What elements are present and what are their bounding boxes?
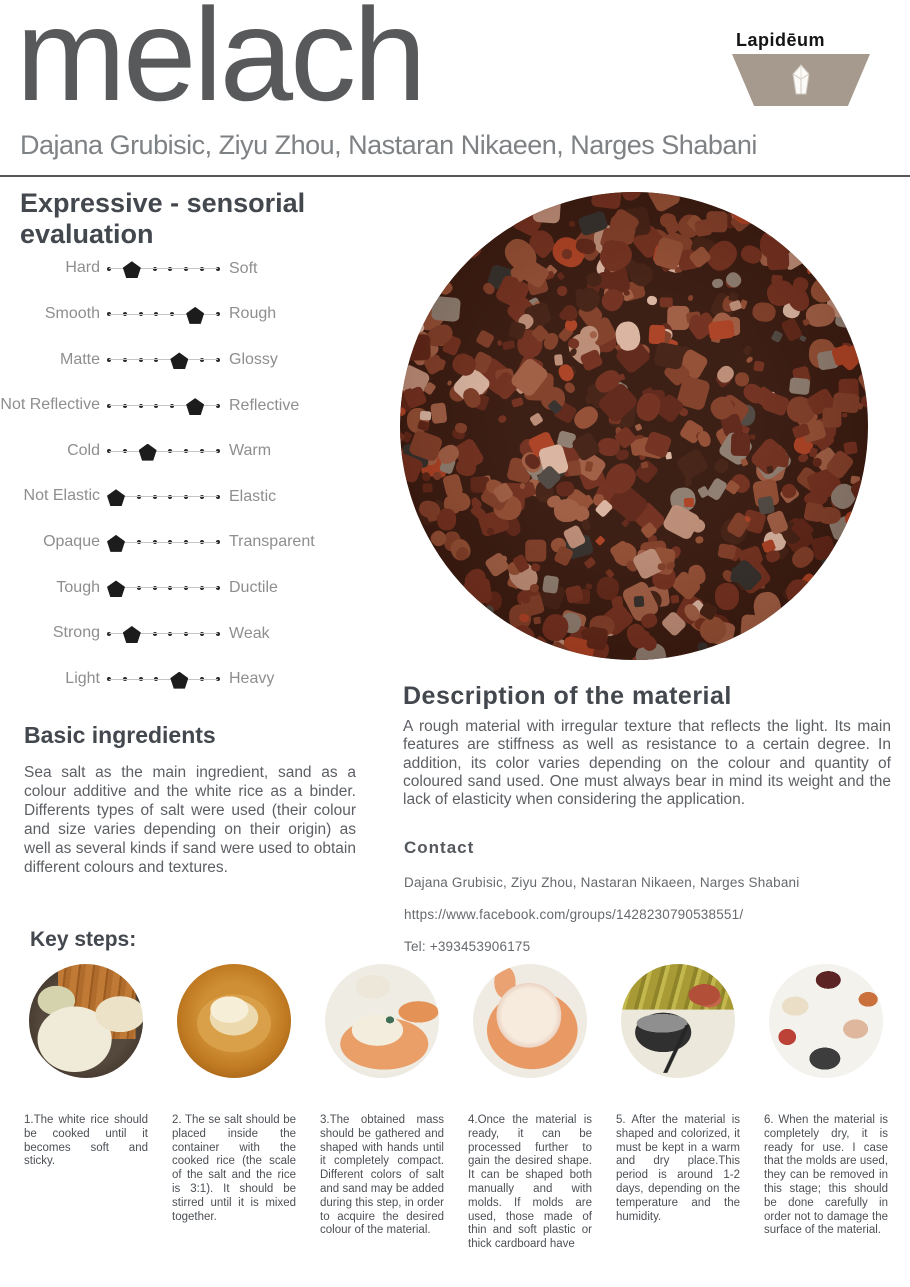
scale-dot	[123, 358, 127, 362]
scale-dot	[168, 540, 172, 544]
scale-left-label: Light	[65, 669, 100, 687]
scale-dot	[200, 358, 204, 362]
scale-right-label: Ductile	[229, 578, 278, 596]
scale-dot	[168, 586, 172, 590]
scale-track	[107, 304, 220, 324]
scale-track	[107, 669, 220, 689]
step-caption-2: 2. The se salt should be placed inside the container with the cooked rice (the scale of the salt and the rice is 3:1). It should be stirred until it is mixed together.	[172, 1114, 296, 1223]
scale-track	[107, 259, 220, 279]
step-item-1	[24, 964, 148, 1252]
scale-dot	[184, 449, 188, 453]
scale-track	[107, 396, 220, 416]
scale-dot	[184, 586, 188, 590]
step-photo-1	[29, 964, 143, 1078]
scale-marker-pentagon	[123, 626, 141, 643]
scale-track	[107, 487, 220, 507]
scale-dot	[154, 404, 158, 408]
step-caption-1: 1.The white rice should be cooked until it becomes soft and sticky.	[24, 1114, 148, 1168]
step-caption-5: 5. After the material is shaped and colorized, it must be kept in a warm and dry place.This period is around 1-2 days, depending on the temperature and the humidity.	[616, 1114, 740, 1223]
scale-dot	[107, 677, 111, 681]
step-item-4	[468, 964, 592, 1252]
scale-dot	[107, 312, 111, 316]
step-item-6	[764, 964, 888, 1252]
scale-left-label: Matte	[59, 350, 100, 368]
scale-dot	[154, 677, 158, 681]
scale-dot	[216, 677, 220, 681]
photo-vignette	[400, 192, 868, 660]
scale-right-label: Reflective	[229, 396, 300, 414]
scale-right-label: Warm	[229, 442, 272, 460]
scale-row-not-reflective	[0, 383, 330, 429]
scale-dot	[200, 586, 204, 590]
key-steps-heading: Key steps:	[30, 928, 137, 951]
evaluation-scales	[0, 246, 330, 702]
scale-dot	[123, 677, 127, 681]
scale-track	[107, 624, 220, 644]
scale-dot	[216, 586, 220, 590]
scale-dot	[107, 404, 111, 408]
scale-dot	[184, 632, 188, 636]
scale-track	[107, 578, 220, 598]
scale-track	[107, 441, 220, 461]
scale-dot	[139, 404, 143, 408]
scale-dot	[168, 449, 172, 453]
scale-left-label: Opaque	[43, 532, 100, 550]
scale-dot	[107, 358, 111, 362]
scale-marker-pentagon	[107, 580, 125, 597]
contact-tel: Tel: +393453906175	[404, 939, 531, 954]
scale-right-label: Rough	[229, 305, 277, 323]
scale-dot	[153, 495, 157, 499]
scale-row-hard	[0, 246, 330, 292]
scale-left-label: Tough	[56, 578, 100, 596]
scale-dot	[168, 495, 172, 499]
scale-dot	[154, 312, 158, 316]
ingredients-body: Sea salt as the main ingredient, sand as a colour additive and the white rice as a binder. Differents types of salt were used (their colour and size varies depending on their origin) as well as several kinds if sand were used to obtain different colours and textures.	[24, 764, 356, 876]
scale-dot	[184, 495, 188, 499]
scale-dot	[170, 404, 174, 408]
scale-row-tough	[0, 565, 330, 611]
contact-section	[404, 838, 886, 954]
scale-dot	[200, 632, 204, 636]
scale-right-label: Soft	[229, 259, 258, 277]
scale-dot	[139, 677, 143, 681]
scale-left-label: Not Elastic	[23, 487, 100, 505]
step-caption-4: 4.Once the material is ready, it can be processed further to gain the desired shape. It can be shaped both manually and with molds. If molds are used, those made of thin and soft plastic or thick cardboard have	[468, 1114, 592, 1251]
scale-dot	[200, 677, 204, 681]
scale-dot	[200, 449, 204, 453]
scale-row-not-elastic	[0, 474, 330, 520]
scale-dot	[139, 312, 143, 316]
scale-marker-pentagon	[107, 489, 125, 506]
scale-track	[107, 350, 220, 370]
scale-marker-pentagon	[139, 444, 157, 461]
scale-dot	[216, 312, 220, 316]
scale-right-label: Glossy	[229, 350, 278, 368]
description-heading: Description of the material	[403, 682, 732, 710]
page-title: melach	[16, 0, 424, 128]
scale-dot	[123, 404, 127, 408]
gem-icon	[788, 64, 814, 96]
ingredients-heading: Basic ingredients	[24, 722, 216, 748]
step-caption-3: 3.The obtained mass should be gathered and shaped with hands until it completely compact. Different colors of salt and sand may be added during this step, in order to acquire the desired colour of the material.	[320, 1114, 444, 1237]
step-photo-3	[325, 964, 439, 1078]
authors: Dajana Grubisic, Ziyu Zhou, Nastaran Nikaeen, Narges Shabani	[20, 130, 757, 160]
divider	[0, 175, 910, 177]
scale-dot	[200, 495, 204, 499]
scale-dot	[168, 632, 172, 636]
scale-row-smooth	[0, 292, 330, 338]
scale-dot	[139, 358, 143, 362]
scale-dot	[184, 540, 188, 544]
scale-dot	[107, 632, 111, 636]
step-item-2	[172, 964, 296, 1252]
scale-row-strong	[0, 611, 330, 657]
scale-right-label: Transparent	[229, 533, 315, 551]
step-item-3	[320, 964, 444, 1252]
scale-left-label: Smooth	[44, 304, 100, 322]
scale-dot	[107, 267, 111, 271]
step-photo-4	[473, 964, 587, 1078]
scale-dot	[107, 449, 111, 453]
scale-row-opaque	[0, 520, 330, 566]
scale-marker-pentagon	[123, 261, 141, 278]
logo-trapezoid	[732, 54, 870, 106]
evaluation-heading: Expressive - sensorial evaluation	[20, 188, 306, 250]
scale-row-light	[0, 656, 330, 702]
contact-names: Dajana Grubisic, Ziyu Zhou, Nastaran Nikaeen, Narges Shabani	[404, 875, 800, 890]
scale-row-cold	[0, 428, 330, 474]
logo-wordmark: Lapidēum	[736, 30, 826, 50]
scale-dot	[216, 540, 220, 544]
scale-dot	[200, 267, 204, 271]
scale-dot	[216, 267, 220, 271]
scale-dot	[137, 495, 141, 499]
step-photo-5	[621, 964, 735, 1078]
step-photo-2	[177, 964, 291, 1078]
scale-dot	[216, 404, 220, 408]
contact-url: https://www.facebook.com/groups/1428230790538551/	[404, 907, 744, 922]
scale-dot	[216, 358, 220, 362]
scale-marker-pentagon	[107, 535, 125, 552]
step-caption-6: 6. When the material is completely dry, it is ready for use. I case that the molds are used, they can be removed in this stage; this should be done carefully in order not to damage the surface of the material.	[764, 1114, 888, 1237]
scale-track	[107, 532, 220, 552]
scale-left-label: Strong	[52, 624, 100, 642]
scale-dot	[216, 632, 220, 636]
scale-dot	[170, 312, 174, 316]
ingredients-section	[24, 722, 356, 877]
description-body: A rough material with irregular texture that reflects the light. Its main features are stiffness as well as resistance to a certain degree. In addition, its color varies depending on the colour and quantity of coloured sand used. One must always bear in mind its weight and the lack of elasticity when considering the application.	[403, 718, 891, 809]
scale-row-matte	[0, 337, 330, 383]
scale-dot	[153, 632, 157, 636]
material-photo	[400, 192, 868, 660]
scale-dot	[153, 540, 157, 544]
scale-marker-pentagon	[186, 398, 204, 415]
scale-dot	[153, 267, 157, 271]
scale-dot	[216, 449, 220, 453]
description-section	[403, 682, 891, 809]
scale-right-label: Weak	[229, 624, 270, 642]
scale-dot	[168, 267, 172, 271]
scale-marker-pentagon	[170, 352, 188, 369]
scale-dot	[184, 267, 188, 271]
contact-heading: Contact	[404, 838, 475, 857]
scale-left-label: Hard	[65, 259, 100, 277]
scale-marker-pentagon	[186, 307, 204, 324]
scale-dot	[154, 358, 158, 362]
scale-dot	[137, 586, 141, 590]
scale-dot	[216, 495, 220, 499]
logo	[732, 30, 870, 106]
scale-dot	[137, 540, 141, 544]
step-item-5	[616, 964, 740, 1252]
key-steps	[24, 964, 888, 1252]
scale-right-label: Elastic	[229, 487, 277, 505]
scale-right-label: Heavy	[229, 670, 275, 688]
scale-left-label: Not Reflective	[0, 396, 100, 414]
scale-marker-pentagon	[170, 672, 188, 689]
scale-dot	[153, 586, 157, 590]
scale-dot	[123, 312, 127, 316]
step-photo-6	[769, 964, 883, 1078]
scale-dot	[123, 449, 127, 453]
scale-left-label: Cold	[67, 441, 100, 459]
scale-dot	[200, 540, 204, 544]
